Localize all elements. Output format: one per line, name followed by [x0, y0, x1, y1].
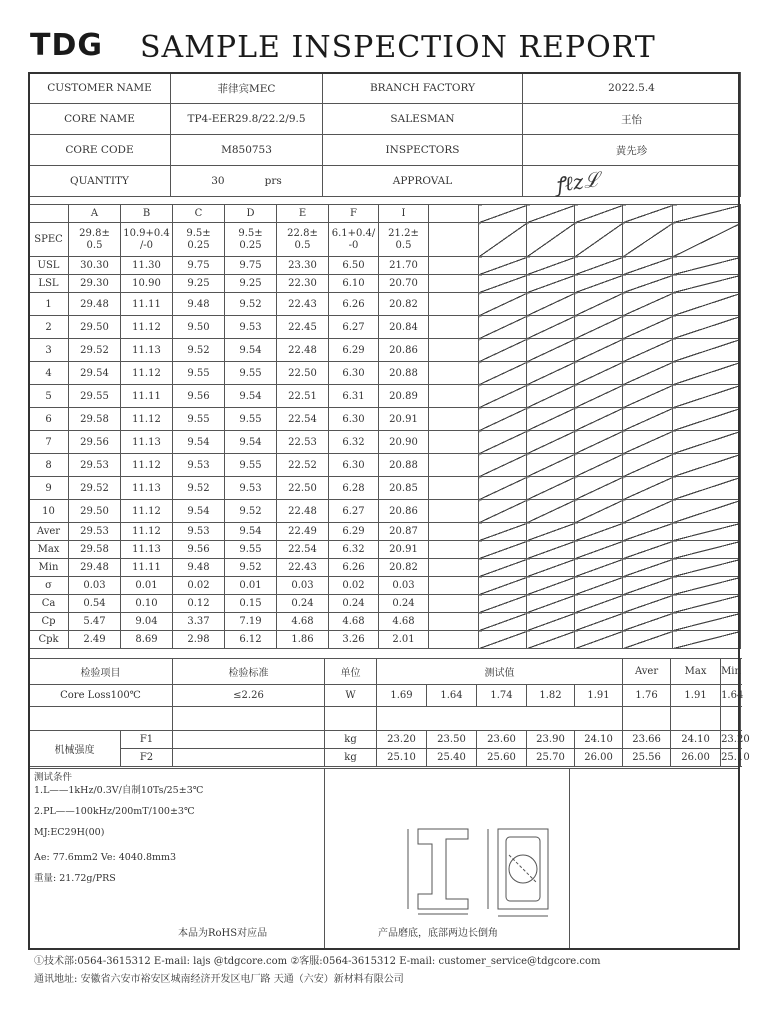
measurement-value: 29.52 [69, 477, 121, 500]
spec-label: SPEC [29, 223, 69, 257]
customer-value: 菲律宾MEC [171, 73, 323, 104]
measurement-value: 11.11 [121, 559, 173, 577]
measurement-value: 22.48 [277, 500, 329, 523]
measurement-value: 9.55 [225, 362, 277, 385]
measurement-value: 21.70 [379, 257, 429, 275]
salesman-label: SALESMAN [323, 104, 523, 135]
product-note: 产品磨底，底部两边长倒角 [378, 928, 498, 939]
measurement-value: 22.43 [277, 293, 329, 316]
measurement-value: 0.02 [329, 577, 379, 595]
core-loss-label: Core Loss100℃ [29, 685, 173, 707]
measurement-value: 29.56 [69, 431, 121, 454]
f2-unit: kg [325, 749, 377, 767]
measurement-value: 11.12 [121, 523, 173, 541]
row-label: 9 [29, 477, 69, 500]
measurement-value: 22.53 [277, 431, 329, 454]
measurement-value: 29.50 [69, 500, 121, 523]
f2-value: 25.70 [527, 749, 575, 767]
f1-aver: 23.66 [623, 731, 671, 749]
measurement-value: 22.51 [277, 385, 329, 408]
company-logo: TDG [30, 28, 103, 63]
row-label: 10 [29, 500, 69, 523]
measurement-value: 9.52 [225, 500, 277, 523]
measurement-value: 29.55 [69, 385, 121, 408]
measurement-value: 9.04 [121, 613, 173, 631]
measurement-value: 29.58 [69, 541, 121, 559]
core-name-label: CORE NAME [29, 104, 171, 135]
mech-strength-label: 机械强度 [29, 731, 121, 767]
measurement-value: 2.98 [173, 631, 225, 649]
column-header: B [121, 205, 173, 223]
measurement-value: 0.24 [277, 595, 329, 613]
measurement-value: 29.52 [69, 339, 121, 362]
item-header: 检验项目 [29, 659, 173, 685]
column-header: F [329, 205, 379, 223]
f1-value: 23.60 [477, 731, 527, 749]
rohs-note: 本品为RoHS对应品 [178, 928, 268, 939]
measurement-value: 29.48 [69, 293, 121, 316]
row-label: Cp [29, 613, 69, 631]
spec-value: 9.5± 0.25 [225, 223, 277, 257]
spec-value: 29.8± 0.5 [69, 223, 121, 257]
measurement-value: 22.43 [277, 559, 329, 577]
measurement-value: 6.29 [329, 523, 379, 541]
measurement-value: 9.56 [173, 385, 225, 408]
measurement-value: 29.48 [69, 559, 121, 577]
core-loss-unit: W [325, 685, 377, 707]
measurement-value: 9.48 [173, 559, 225, 577]
measurement-value: 4.68 [329, 613, 379, 631]
row-label: σ [29, 577, 69, 595]
core-loss-value: 1.82 [527, 685, 575, 707]
measurement-value: 2.49 [69, 631, 121, 649]
measurement-value: 23.30 [277, 257, 329, 275]
core-loss-max: 1.91 [671, 685, 721, 707]
measurement-value: 6.26 [329, 559, 379, 577]
approval-label: APPROVAL [323, 166, 523, 197]
measurement-value: 20.90 [379, 431, 429, 454]
measurement-value: 20.88 [379, 454, 429, 477]
column-header: E [277, 205, 329, 223]
measurement-value: 2.01 [379, 631, 429, 649]
measurement-value: 11.13 [121, 339, 173, 362]
measurement-value: 9.53 [225, 477, 277, 500]
contact-line: ①技术部:0564-3615312 E-mail: lajs @tdgcore.com ②客服:0564-3615312 E-mail: customer_service@tdgcore.com [34, 956, 601, 967]
measurement-value: 22.50 [277, 477, 329, 500]
measurement-value: 9.54 [173, 500, 225, 523]
measurement-value: 11.12 [121, 454, 173, 477]
measurement-value: 0.01 [225, 577, 277, 595]
measurement-value: 0.03 [69, 577, 121, 595]
measurement-value: 11.13 [121, 431, 173, 454]
standard-header: 检验标准 [173, 659, 325, 685]
measurement-value: 9.54 [225, 431, 277, 454]
f1-min: 23.20 [721, 731, 741, 749]
f1-label: F1 [121, 731, 173, 749]
measurement-value: 0.24 [329, 595, 379, 613]
measurement-value: 9.25 [173, 275, 225, 293]
measurement-value: 3.26 [329, 631, 379, 649]
measurement-value: 0.01 [121, 577, 173, 595]
measurement-value: 29.50 [69, 316, 121, 339]
branch-value: 2022.5.4 [523, 73, 741, 104]
f2-value: 25.40 [427, 749, 477, 767]
measurement-value: 9.53 [173, 454, 225, 477]
row-label: 2 [29, 316, 69, 339]
core-loss-value: 1.74 [477, 685, 527, 707]
measurement-value: 7.19 [225, 613, 277, 631]
row-label: USL [29, 257, 69, 275]
measurement-value: 20.86 [379, 339, 429, 362]
f2-min: 25.10 [721, 749, 741, 767]
core-loss-min: 1.64 [721, 685, 741, 707]
core-loss-value: 1.91 [575, 685, 623, 707]
measurement-value: 29.58 [69, 408, 121, 431]
measurement-value: 22.48 [277, 339, 329, 362]
measurement-value: 0.02 [173, 577, 225, 595]
report-frame [28, 72, 740, 950]
measurement-value: 6.30 [329, 454, 379, 477]
aver-header: Aver [623, 659, 671, 685]
measurement-value: 11.13 [121, 477, 173, 500]
measurement-value: 0.03 [277, 577, 329, 595]
measurement-value: 0.10 [121, 595, 173, 613]
measurement-value: 6.26 [329, 293, 379, 316]
measurement-value: 11.11 [121, 293, 173, 316]
customer-label: CUSTOMER NAME [29, 73, 171, 104]
core-loss-aver: 1.76 [623, 685, 671, 707]
row-label: 6 [29, 408, 69, 431]
measurement-value: 22.45 [277, 316, 329, 339]
measurement-value: 9.54 [225, 385, 277, 408]
row-label: 8 [29, 454, 69, 477]
min-header: Min [721, 659, 741, 685]
measurement-value: 9.55 [173, 362, 225, 385]
f2-label: F2 [121, 749, 173, 767]
column-header: I [379, 205, 429, 223]
core-code-label: CORE CODE [29, 135, 171, 166]
core-loss-value: 1.69 [377, 685, 427, 707]
quantity-number: 30 [211, 175, 225, 187]
f1-max: 24.10 [671, 731, 721, 749]
max-header: Max [671, 659, 721, 685]
measurement-value: 9.55 [225, 541, 277, 559]
condition-l: 1.L——1kHz/0.3V/自制10Ts/25±3℃ [34, 785, 204, 796]
measurement-value: 6.30 [329, 408, 379, 431]
measurement-value: 29.54 [69, 362, 121, 385]
spec-value: 6.1+0.4/ -0 [329, 223, 379, 257]
measurement-value: 9.54 [173, 431, 225, 454]
measurement-value: 20.70 [379, 275, 429, 293]
inspectors-value: 黄先珍 [523, 135, 741, 166]
measurement-value: 9.52 [173, 477, 225, 500]
f2-aver: 25.56 [623, 749, 671, 767]
measurement-value: 9.75 [173, 257, 225, 275]
core-loss-standard: ≤2.26 [173, 685, 325, 707]
measurement-value: 6.32 [329, 541, 379, 559]
conditions-title: 测试条件 [34, 772, 73, 783]
quantity-unit: prs [264, 175, 282, 187]
measurement-value: 6.28 [329, 477, 379, 500]
row-label: Min [29, 559, 69, 577]
measurement-value: 11.13 [121, 541, 173, 559]
measurement-value: 20.87 [379, 523, 429, 541]
row-label: 3 [29, 339, 69, 362]
f2-value: 26.00 [575, 749, 623, 767]
branch-label: BRANCH FACTORY [323, 73, 523, 104]
condition-weight: 重量: 21.72g/PRS [34, 873, 116, 884]
measurement-value: 3.37 [173, 613, 225, 631]
test-value-header: 测试值 [377, 659, 623, 685]
row-label: 5 [29, 385, 69, 408]
row-label: LSL [29, 275, 69, 293]
measurement-value: 9.52 [225, 559, 277, 577]
measurement-value: 20.86 [379, 500, 429, 523]
measurement-value: 0.24 [379, 595, 429, 613]
measurement-value: 9.54 [225, 339, 277, 362]
condition-pl: 2.PL——100kHz/200mT/100±3℃ [34, 806, 195, 817]
measurement-value: 22.54 [277, 408, 329, 431]
f1-value: 23.50 [427, 731, 477, 749]
measurement-value: 0.54 [69, 595, 121, 613]
measurement-value: 6.29 [329, 339, 379, 362]
spec-value: 9.5± 0.25 [173, 223, 225, 257]
row-label: Aver [29, 523, 69, 541]
measurement-value: 20.91 [379, 408, 429, 431]
measurement-value: 22.50 [277, 362, 329, 385]
measurement-value: 20.82 [379, 293, 429, 316]
measurement-value: 30.30 [69, 257, 121, 275]
measurement-value: 11.12 [121, 408, 173, 431]
measurement-value: 29.30 [69, 275, 121, 293]
core-loss-value: 1.64 [427, 685, 477, 707]
measurement-value: 29.53 [69, 454, 121, 477]
measurement-value: 9.48 [173, 293, 225, 316]
unit-header: 单位 [325, 659, 377, 685]
column-header: D [225, 205, 277, 223]
measurement-value: 9.50 [173, 316, 225, 339]
measurement-value: 9.53 [225, 316, 277, 339]
measurement-value: 9.52 [225, 293, 277, 316]
row-label: 7 [29, 431, 69, 454]
measurement-value: 8.69 [121, 631, 173, 649]
measurement-value: 6.10 [329, 275, 379, 293]
core-name-value: TP4-EER29.8/22.2/9.5 [171, 104, 323, 135]
measurement-value: 20.85 [379, 477, 429, 500]
f2-max: 26.00 [671, 749, 721, 767]
column-header: A [69, 205, 121, 223]
measurement-value: 0.03 [379, 577, 429, 595]
spec-value: 22.8± 0.5 [277, 223, 329, 257]
measurement-value: 9.54 [225, 523, 277, 541]
measurement-value: 20.89 [379, 385, 429, 408]
spec-value: 10.9+0.4 /-0 [121, 223, 173, 257]
measurement-value: 9.52 [173, 339, 225, 362]
approval-signature: ꝭℓzℒ [553, 166, 602, 198]
measurement-value: 1.86 [277, 631, 329, 649]
measurement-value: 22.30 [277, 275, 329, 293]
measurement-value: 0.12 [173, 595, 225, 613]
measurement-value: 22.52 [277, 454, 329, 477]
measurement-value: 6.30 [329, 362, 379, 385]
measurement-value: 6.12 [225, 631, 277, 649]
f1-value: 23.20 [377, 731, 427, 749]
measurement-value: 20.91 [379, 541, 429, 559]
quantity-label: QUANTITY [29, 166, 171, 197]
measurement-value: 20.84 [379, 316, 429, 339]
measurement-value: 20.88 [379, 362, 429, 385]
measurement-value: 6.31 [329, 385, 379, 408]
measurement-value: 9.55 [225, 454, 277, 477]
measurement-value: 0.15 [225, 595, 277, 613]
measurement-value: 11.11 [121, 385, 173, 408]
measurement-value: 6.32 [329, 431, 379, 454]
measurement-value: 11.12 [121, 316, 173, 339]
measurement-value: 4.68 [277, 613, 329, 631]
core-code-value: M850753 [171, 135, 323, 166]
condition-mj: MJ:EC29H(00) [34, 827, 105, 838]
address-line: 通讯地址: 安徽省六安市裕安区城南经济开发区电厂路 天通（六安）新材料有限公司 [34, 974, 404, 985]
measurement-value: 10.90 [121, 275, 173, 293]
measurement-value: 5.47 [69, 613, 121, 631]
measurement-value: 20.82 [379, 559, 429, 577]
measurement-value: 9.55 [173, 408, 225, 431]
measurement-value: 9.53 [173, 523, 225, 541]
f1-value: 24.10 [575, 731, 623, 749]
spec-value: 21.2± 0.5 [379, 223, 429, 257]
row-label: Max [29, 541, 69, 559]
measurement-value: 9.56 [173, 541, 225, 559]
measurement-value: 6.27 [329, 316, 379, 339]
measurement-value: 9.55 [225, 408, 277, 431]
f1-unit: kg [325, 731, 377, 749]
measurement-value: 11.12 [121, 362, 173, 385]
inspectors-label: INSPECTORS [323, 135, 523, 166]
f2-value: 25.60 [477, 749, 527, 767]
row-label: 1 [29, 293, 69, 316]
measurement-value: 11.12 [121, 500, 173, 523]
measurement-value: 9.75 [225, 257, 277, 275]
measurement-value: 11.30 [121, 257, 173, 275]
row-label: Cpk [29, 631, 69, 649]
condition-ae-ve: Ae: 77.6mm2 Ve: 4040.8mm3 [34, 852, 177, 863]
measurement-value: 22.54 [277, 541, 329, 559]
measurement-value: 6.27 [329, 500, 379, 523]
column-header: C [173, 205, 225, 223]
measurement-value: 22.49 [277, 523, 329, 541]
f1-value: 23.90 [527, 731, 575, 749]
measurement-value: 29.53 [69, 523, 121, 541]
report-title: SAMPLE INSPECTION REPORT [140, 30, 656, 65]
measurement-value: 9.25 [225, 275, 277, 293]
row-label: Ca [29, 595, 69, 613]
f2-value: 25.10 [377, 749, 427, 767]
row-label: 4 [29, 362, 69, 385]
measurement-value: 4.68 [379, 613, 429, 631]
salesman-value: 王怡 [523, 104, 741, 135]
measurement-value: 6.50 [329, 257, 379, 275]
